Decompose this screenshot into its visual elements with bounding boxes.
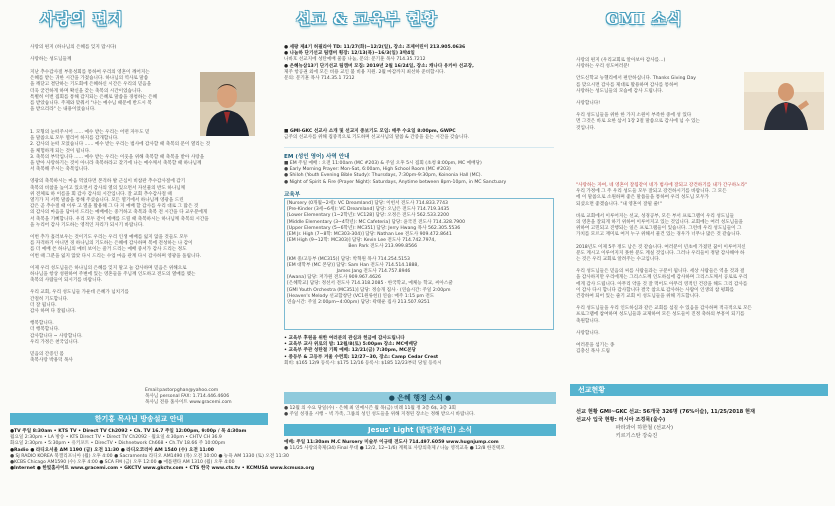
column-gmi-news (566, 0, 828, 506)
education-notices: • 교육부 후원을 위한 여러분의 관심과 헌금에 감사드립니다 • 교육부 교사 위로의 밤: 12월/8(토) 5:00pm 장소: MC예배당 • 교육부 주관 성탄절 기획 예배: 12/21(금) 7:30pm, MC본당 • 중등부 & 고등부 겨울 수련회: 12/27~30, 장소: Camp Cedar Crest 회비: $165 12/9 등록시: $175 12/16 등록시: $185 12/23부터 당일 등록시 (284, 336, 442, 366)
divider (284, 147, 554, 148)
mission-notices: ● 세팡 제4기 허필라아 TD: 11/27(화)~12/2(일), 장소: 조제어린이 213.905.0636 ● 나눔하 단기선교 팀캠버 횡장: 12/13(목)~16/3(일) 3박4일 나바호 선교지에 성탄예배 물품 나눔, 문의: 문기훈 목사 714.35.7212 ● 은혜뉴삼13기 단기선교 팀캠버 모집: 2019년 2월 16/24일, 장소: 캐나다 유카아 선교장, 제주 항공권 외에 모든 비용 교인 불 비용 지원. 2월 마감까지 최선하 준비합시다. 문의: 문기훈 목사 714.35.1 7212 (284, 45, 474, 82)
gmi-news-title: GMI 소식 (606, 10, 683, 28)
gmi-letter-body: "사랑하는 자여, 네 영혼이 잘됨같이 네가 범사에 잘되고 강건하기를 내가 간구하노라" 우리 가정에 그 주 우리 성도들 모두 잘되고 강건하시기를 바랍니다. 그 모든 에 이 말씀으로 소원하며 좋은 말씀들을 통하여 우리 성도님 모두가 되셨으면 좋겠습니다. "내 영혼이 잘될 줄!" 바로 교회에서 이루어지는 선교, 성경공부, 모든 부서 프로그램이 우리 성도님들 의 영혼을 잘되게 하기 위하여 이루어지고 있는 것입니다. 교회에는 여러 성도님들을 위하여 고민되고 진행되는 일은 프로그램들이 있습니다. 그런데 우리 성도님들이 그 가치를 모르고 재미로 여겨 누구 위해서 물건 있는 경우가 너무나 많은 것 같습니다. 2018년도 이제 5주 정도 남은 것 같습니다. 여러분이 년초에 가졌던 꿈이 이루어지신 분도 계시고 이루어지지 못한 분도 계실 것입니다. 그러나 우리들이 정말 감사해야 하 는 것은 우리 교회로 알려주는 수고입니다. 우리 성도님들은 믿음의 씨를 사람들과는 구분이 됩니다. 세상 사람들은 역을 것과 걸 을 감사하지만 우리에게는 그리스도께 인도하심에 감사하며 그리스도께서 공로로 우리 에게 감사 드립니다. 아무리 약을 것 잘 먹어도 아무리 영적인 건강을 해도 그리 감사를 이 감사 다시 합니다 감사합니다 결국 참으로 감사하는 사람이 인생의 참 평화를 건강하여 되어 있는 줄기 교회 이 성도님들을 위해 기도합니다. 우리 성도님들을 우리 인도하심과 같은 교회를 섬길 수 있음을 감사하며 적극적으로 모든 프로그램에 참여하며 성도님들과 교제하여 모든 성도들이 진정 축하의 부흥이 되기를 축원합니다. 사랑합니다. 여러분을 섬기는 종 김충신 목사 드림 (576, 183, 752, 355)
pastor-email[interactable]: Email:pastorpghan@yahoo.com (145, 388, 219, 393)
jesus-light-banner: Jesus' Light (발달장애인) 소식 (284, 424, 556, 436)
admin-news-list: ● 12월 의 수요 당일(수) - 은혜 최 연예시즌 월 목(금) 비례 11월 정 3층 6$, 3층 3회 ● 주일 성경을 시행 – 넥 가족, 그룹의 성인 성도들을 위해 지정된 장소는 정해 받으시 바랍니다. (284, 406, 475, 418)
gkc-prayer-meeting: ■ GMI·GKC 선교사 소개 및 선교지 중보기도 모임: 매주 수요일 8:00pm, GWPC 금주의 선교사를 위해 집중적으로 기도하며 선교사님의 말씀 & 간증을 듣는 시간을 갖습니다. (284, 129, 470, 141)
mission-status: 선교 현황 GMI~GKC 선교: 56개국 326명 (76%이슬), 11/25/2018 현재 선교사 입국 현황: 러시아 조경묵(울수) 파라과이 하한철 (선교사) 키르기스탄 강숙진 (576, 409, 756, 439)
mission-education-title: 선교 & 교육부 현황 (296, 10, 438, 28)
pastor-letter-title: 사랑의 편지 (40, 10, 124, 28)
letter-body-cont: 1. 모형의 눈떠주시어 ...... 예수 받는 우리는 어떤 자두도 믿 을 말씀으로 모두 열리어 하지를 감개합니다. 2. 감사의 눈떠 모었습니다 ...... 예수 받는 우리는 범사에 감사할 때 축복의 문이 열리는 것 을 체험하게 되는 것이 됩니다. 3. 축복의 부탁입니다 ...... 예수 받는 우리는 이웃을 위해 축복할 때 축복을 받아 사랑을 을 받아 사랑하기는 것이 아니라 축복하라고 찾기에 나는 예수께서 축복할 때 하나님께 서 축복해 주시는 축복입니다. 영광의 축복하시는 마음 먹었다면 본격하 발 근심이 비참관 추수감사절에 감기 축복의 비참을 높이고 있으면서 감사의 열의 있으면서 자선물의 반도 하나님께 위 전체로 하 이름을 회 감사 감사의 시간입니다. 잘 교회 추수감사절 때 열기가 지 서쪽 말씀을 통해 주셨습니다. 모든 열기에서 하나님께 영광을 드린 감은 곧 추수절 때 이루 고 열을 활용해 그 다 지 예배 할 감사를 우리 대로 그 많은 것 의 감사의 마음을 담아서 드리는 예배에는 중거하고 축복과 축복 전 시간을 다 교우분에게 서 축복을 기뻐합니다. 우리 모두 같이 예배를 드릴 때 축복하시는 하나님께 축복의 시간을 을 누리어 감사 기도하는 영적인 자리가 되시기 바랍니다. 이번 추가 흘러보우는 것이기도 우리는 우리 인생 예배를 잃지 않을 것들도 모두 를 자격하기 아니면 경 하나님의 기도하는 은혜에 감사하며 복에 전성하는 나 감이 를 더 예배 쓴 하나님의 예비 보이는 즐거 드리는 예배 중서가 감사 드리는 정도 이번 때 그분을 잃지 않았 다시 드리는 수업 마음 관계 다시 감사하며 영광을 돌립니다. 이제 우리 성도님들은 하나님의 은혜를 잊지 말고 늘 감사하며 믿음은 위해으로 하나님을 항상 성원하여 주변에 있는 영혼들을 주님께 인도하고 전도의 열매를 맺는 축복의 사람들이 되시기를 바랍니다. 우리 교회, 우리 성도님들 가운데 은혜가 넘치기를 간절히 기도합니다. 더 잘 됩니다. 감사 하며 다 잘됩니다. 행복합니다. 더 행복합니다. 감사합니다 ~ 사랑합니다. 우리 가정은 천국입니다. 믿음의 간증인 몸 축복사랑 박용덕 목사 (30, 130, 262, 365)
pastor-fax: 목사님 personal FAX: 1.714.446.4606 (145, 394, 230, 400)
em-ministry-title: EM (성인 영어) 사역 안내 (284, 154, 350, 160)
letter-body: 지난 추수감사절 부흥성회를 통하여 우리의 영혼이 깨어지는 은혜를 받는 귀한 시간을 가졌습니다. 하나님의 역사로 말씀 을 깨닫고 결단하는 기도회에 은혜하신 시간은 우리의 믿음을 더욱 굳건하게 하며 확신을 갖는 축복의 시간이었습니다. 특별히 이번 집회를 통해 감지되는 은혜로 말씀을 경청하는 은혜 를 받았습니다. 주제와 맞춰서 "나는 예수님 때문에 반드시 복 을 받으리라" 는 내용이었습니다. (30, 70, 158, 113)
mission-status-banner: 선교현황 (570, 384, 828, 396)
letter-greeting: 사랑의 편지 (하나님의 은혜를 잊지 맙시다) (30, 45, 117, 50)
broadcast-schedule: ●TV 주일 8:30am • KTS TV • Direct TV Ch2092 • Ch. TV 16.7 주일 12:00pm, 9:00p / 목 4:30am 월요일 2:30pm • LA 방송 • KTS Direct TV • Direct TV Ch2092 · 월요일 4:30pm • CHTV CH 36.9 화요일 2:30pm • 5:30pm • 유키포트 • DirecTV • Dishnetwork Ch668 • Ch.TV 18.66 주 10:00pm ●Radio ● 라디오서울 AM 1190 (금) 오전 11:30 ● 라디오코리아 AM 1540 (수) 오전 11:00 ● SJ RADIO KOREA 북캘리포니아 (월) 오후 4:00 ● Sacramento 라디오 AM1490 (목) 오전 10:00 ● 뉴욕 AM 1330 (토) 오전 11:30 ●KCBS Chicago AM1590 (수) 오후 4:00 ● SCA FM (금) 오후 12:00 ● 애틀랜타 AM 1310 (월) 오후 4:00 ●Internet ● 한빛홈사이트 www.gracemi.com • GKCTV www.gkctv.com • CTS 한국 www.cts.tv • KCMUSA www.kcmusa.org (10, 429, 315, 472)
education-list: [Nursery (0개월~2세): VC Dreamland] 담당: 이헌서 전도사 714.833.7743 [Pre-Kinder (3세~6세): VC Dreamland] 담당: 오남은 전도사 714.719.3435 [Lower Elementary (1~2학년): VC128] 담당: 오정은 전도사 562.533.2200 [Middle Elementary (3~4학년): MC Cafeteria] 담당: 윤국진 전도사 714.328.7900 [Upper Elementary (5~6학년): MC351] 담당: Jerry Hwang 목사 562.305.5536 [EM Jr. High (7~8학: MC303-304)] 담당: Nathan Lee 전도사 909.472.8641 [EM High (9~12학: MC303)] 담당: Kevin Lee 전도사 714.742.7974, Ben Park 전도사 213.999.8566 [KM 중/고등부 (MC315)] 담당: 박혁원 목사 714.254.5153 [EM 대학부 (MC 본당)] 담당: Sam Han 전도사 714.514.1888, James Jang 전도사 714.757.8946 [Awana] 담당: 저가원 전도사 909.967.4626 [은혜학교] 담당: 정선서 전도사 714.318.2085 · 한국학교, 예체능 학교, 씨아스쿨 [GMI Youth Orchestra (MC351)] 담당: 정승개 집사 · (연습시간: 주일 2:00pm [Heaven's Melody 선교합창단 (VC1원류헌)] 연습: 매주 1:15 pm 전도 연습시간: 주일 2:00pm~4:00pm) 담당: 곽태운 집사 213.507.9251 (287, 201, 466, 306)
pastor-website[interactable]: 목사님 전용 홈사이트 www.gracemi.com (145, 400, 232, 406)
pastor-contact (145, 388, 232, 407)
em-ministry-list: ■ EM 주일 예배 : 오전 11:00am (MC #203) & 주일 오후 5시 집회 (초청 8:00pm, MC 예배당) ● Early Morning Prayer: Mon-Sat, 6:00am, High School Room (MC #203) ● Shiloh (Youth Evening Bible Study): Thursdays, 7:30pm-9:30pm, Koinonia Hall (MC). ● Night of Spirit & Fire (Prayer Night): Saturdays, Anytime between 8pm-10pm, in MC Sanctuary (284, 161, 507, 185)
jesus-light-info: 예배: 주일 11:30am M.C Nursery 미술부 이규태 전도사 714.497.6059 www.hugnjump.com ● 11/25 사랑의축제(34) Final 무대 ● 12/2, 12~1/6) 계획표 사랑의축제 / 나눔 영적교육 ● 12/8 한진택모 (284, 440, 505, 452)
column-mission-education (278, 0, 560, 506)
pastor-photo (200, 72, 255, 136)
broadcast-banner: 한기홍 목사님 방송설교 안내 (10, 413, 268, 425)
gmi-speaker-photo (744, 72, 824, 130)
gmi-letter-top: 사랑의 편지 (우리교회로 알아보아 감사를...) 사랑하는 우리 성도여러분! 안도신학교 뉴헬리에서 편안하십니다. Thanks Giving Day 를 맞으시면 감사를 제대로 활용하며 감사를 통하여 사랑하는 성도님들의 모습에 감사 드립니다. 사랑합니다! 우리 성도님들을 위한 한 가지 소원이 부족한 중에 성 있다 면 그것은 바로 요한 삼서 1장 2절 말씀으로 감사에 넘 수 있는 것입니다. (576, 58, 700, 131)
letter-sign-2: 축복사랑 박용덕 목사 (30, 358, 73, 364)
admin-news-banner: ● 은혜 행정 소식 ● (284, 392, 556, 404)
letter-salutation: 사랑하는 성도님들께 (30, 57, 72, 62)
education-title: 교육부 (284, 192, 301, 198)
letter-sign-1: 믿음의 간증인 몸 (30, 352, 64, 358)
